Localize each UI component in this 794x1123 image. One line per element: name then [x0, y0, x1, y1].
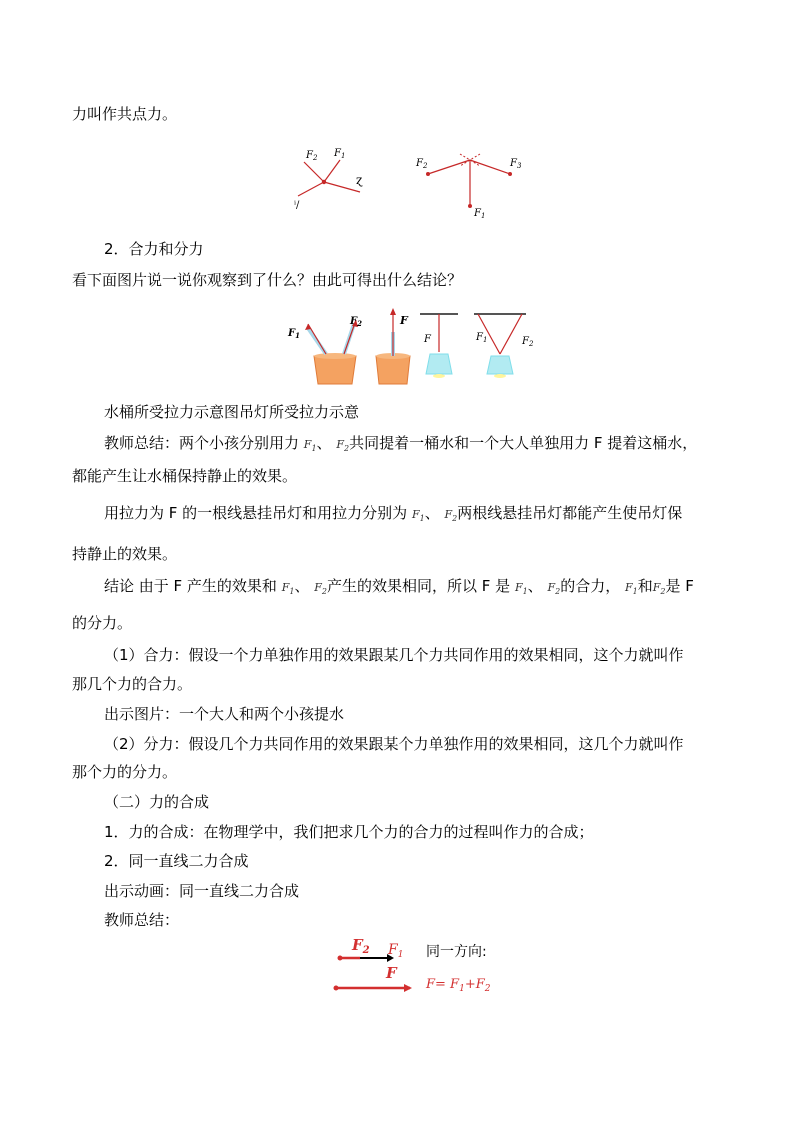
definition-component: （2）分力：假设几个力共同作用的效果跟某个力单独作用的效果相同，这几个力就叫作	[104, 735, 684, 753]
teacher-summary-line: 教师总结：两个小孩分别用力 $F_1$、 $F_2$共同提着一桶水和一个大人单独用力 F 提着这桶水，	[104, 434, 698, 454]
symbol-f2: $F_2$	[547, 581, 561, 597]
lamp-single-thread	[420, 314, 458, 378]
label-f1: $F_1$	[334, 148, 346, 160]
svg-text:F2: $F_2$	[350, 316, 362, 328]
bucket-body	[314, 356, 356, 384]
lamp-paragraph-2: 持静止的效果。	[72, 545, 178, 563]
svg-text:F: F	[424, 334, 431, 345]
force-point	[322, 180, 326, 184]
section-heading-composition: （二）力的合成	[104, 793, 210, 811]
resultant-formula: $F= F_1+F_2$	[426, 977, 491, 994]
same-direction-force-diagram	[326, 930, 516, 1000]
bucket-body	[376, 356, 410, 384]
show-animation-note: 出示动画：同一直线二力合成	[104, 882, 300, 900]
force-line-f4	[298, 182, 324, 196]
conclusion-line: 结论 由于 F 产生的效果和 $F_1$、 $F_2$产生的效果相同，所以 F 是 $F_1$、 $F_2$的合力， $F_1$和$F_2$是 F	[104, 577, 694, 597]
force-line-f2	[304, 162, 324, 182]
symbol-f2: $F_2$	[314, 581, 327, 597]
bucket-single-force	[376, 308, 410, 384]
text-span: 教师总结：两个小孩分别用力	[104, 434, 300, 452]
concurrent-forces-diagram	[280, 140, 540, 220]
label-f3: $F_3$	[510, 158, 522, 170]
conclusion-line-2: 的分力。	[72, 614, 133, 632]
image-caption: 水桶所受拉力示意图吊灯所受拉力示意	[104, 403, 360, 421]
svg-text:F: F	[400, 314, 408, 327]
symbol-f1: $F_1$	[303, 438, 317, 454]
question-text: 看下面图片说一说你观察到了什么？由此可得出什么结论？	[72, 271, 463, 289]
text-line-concurrent-force: 力叫作共点力。	[72, 105, 178, 123]
right-force-diagram	[415, 154, 522, 220]
force-line-f3	[324, 182, 360, 192]
label-f1: $F_1$	[388, 942, 404, 960]
composition-definition: 1．力的合成：在物理学中，我们把求几个力的合力的过程叫作力的合成；	[104, 823, 594, 841]
force-line-f1	[324, 160, 340, 182]
label-f1: $F_1$	[474, 208, 486, 220]
svg-text:F1: $F_1$	[288, 328, 300, 340]
lamp-paragraph: 用拉力为 F 的一根线悬挂吊灯和用拉力分别为 $F_1$、 $F_2$两根线悬挂吊灯都能产生使吊灯保	[104, 504, 683, 524]
symbol-f1: $F_1$	[514, 581, 528, 597]
same-direction-label: 同一方向:	[426, 944, 487, 960]
definition-component-2: 那个力的分力。	[72, 763, 178, 781]
same-line-heading: 2．同一直线二力合成	[104, 852, 249, 870]
symbol-f1: $F_1$	[625, 581, 638, 597]
definition-resultant: （1）合力：假设一个力单独作用的效果跟某几个力共同作用的效果相同，这个力就叫作	[104, 646, 684, 664]
svg-text:F2: $F_2$	[522, 336, 534, 348]
teacher-summary-label: 教师总结：	[104, 911, 180, 929]
teacher-summary-line-2: 都能产生让水桶保持静止的效果。	[72, 467, 298, 485]
label-f2: $F_2$	[352, 936, 370, 956]
section-heading-resultant-force: 2．合力和分力	[104, 240, 204, 258]
definition-resultant-2: 那几个力的合力。	[72, 675, 193, 693]
symbol-f1: $F_1$	[281, 581, 295, 597]
text-span: 共同提着一桶水和一个大人单独用力 F 提着这桶水，	[349, 434, 698, 452]
bucket-lamp-illustration	[286, 302, 542, 388]
bucket-two-forces	[287, 316, 362, 384]
symbol-f2: $F_2$	[336, 438, 350, 454]
symbol-f1: $F_1$	[411, 508, 425, 524]
label-f: F	[386, 964, 397, 982]
label-f2: $F_2$	[306, 150, 318, 162]
force-line-f3	[470, 160, 510, 174]
left-force-diagram	[294, 148, 363, 211]
label-f4: ⁱ/	[294, 200, 300, 211]
symbol-f2: $F_2$	[444, 508, 458, 524]
svg-text:F1: $F_1$	[476, 332, 488, 344]
label-f3: ɀ	[356, 173, 363, 187]
label-f2: $F_2$	[416, 158, 428, 170]
lamp-two-threads	[474, 314, 534, 378]
symbol-f2: $F_2$	[652, 581, 666, 597]
show-picture-note: 出示图片：一个大人和两个小孩提水	[104, 705, 345, 723]
force-line-f2	[428, 160, 470, 174]
